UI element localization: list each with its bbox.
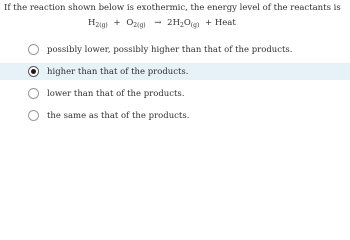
answer-option[interactable] [0,63,350,80]
reaction-arrow: → [154,18,162,28]
answer-option-label: possibly lower, possibly higher than that of the products. [47,44,293,55]
reactant-oxygen: $O_{2(g)}$ [126,18,146,29]
answer-option[interactable] [0,41,350,58]
chemical-equation [88,18,236,29]
answer-option[interactable] [0,85,350,102]
radio-button[interactable] [28,88,39,99]
plus-sign: + [113,18,121,28]
radio-button[interactable] [28,44,39,55]
plus-sign: + [205,18,213,28]
radio-dot-icon [31,69,36,74]
radio-button[interactable] [28,110,39,121]
answer-option[interactable] [0,107,350,124]
answer-option-label: the same as that of the products. [47,110,190,121]
radio-button[interactable] [28,66,39,77]
answer-option-label: lower than that of the products. [47,88,185,99]
answer-option-label: higher than that of the products. [47,66,189,77]
product-water: $2H_2O_{(g)}$ [167,18,200,29]
product-heat: Heat [214,18,236,28]
question-prompt: If the reaction shown below is exothermic, the energy level of the reactants is [4,3,341,13]
reactant-hydrogen: $H_{2(g)}$ [88,18,108,29]
